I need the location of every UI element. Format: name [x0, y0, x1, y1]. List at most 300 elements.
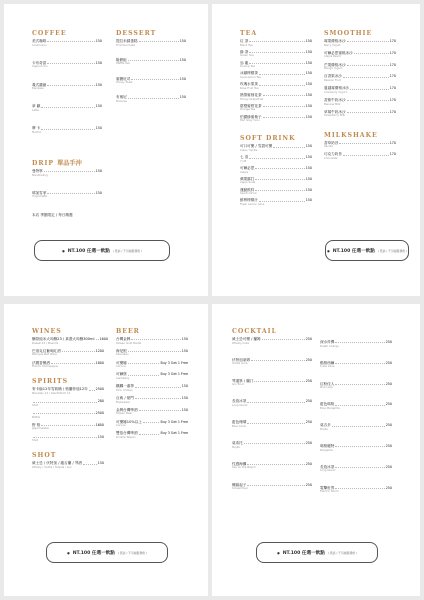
menu-item-name: 酷格西爾: [320, 360, 335, 365]
menu-item-price: Buy 3 Get 1 Free: [160, 372, 188, 377]
dot-leader: [247, 464, 304, 465]
menu-item-subtitle: Apple Soda: [240, 181, 256, 185]
menu-item-subtitle: Vodka Lime: [232, 362, 248, 366]
menu-item: [324, 63, 396, 71]
dot-leader: [51, 363, 95, 364]
menu-item: [240, 166, 312, 174]
menu-item: [32, 169, 102, 177]
menu-page-bottom-left: [4, 304, 208, 596]
menu-item: [324, 98, 396, 106]
dot-leader: [128, 351, 181, 352]
menu-item-name: 運動飲料: [240, 187, 255, 192]
menu-item-price: 170: [389, 39, 396, 43]
menu-item-price: 150: [179, 95, 186, 100]
menu-item-subtitle: Sports Drink: [240, 192, 257, 196]
right-column: [116, 328, 188, 449]
menu-item-subtitle: Rose Fruit Tea: [240, 86, 259, 90]
dot-leader: [343, 77, 389, 78]
menu-item-subtitle: Cranberry Yogurt: [324, 90, 347, 94]
menu-item-price: 150: [181, 384, 188, 389]
menu-item-name: 蜜糖吐司: [116, 76, 131, 81]
menu-item-subtitle: Kirin Ichiban: [116, 388, 133, 392]
section-title-text: COCKTAIL: [232, 328, 277, 335]
menu-item-name: 金牌台灣啤酒: [116, 407, 138, 412]
menu-item-subtitle: Coke / Sprite: [240, 148, 258, 152]
menu-item-subtitle: Carlsberg: [116, 376, 129, 380]
section-title-zh: 單品手沖: [57, 159, 82, 167]
section-title-text: DESSERT: [116, 30, 157, 37]
menu-item: [240, 198, 312, 206]
menu-item-name: 香草奶昔: [324, 140, 339, 145]
menu-item-name: 莫希托: [232, 440, 243, 445]
menu-item: [320, 465, 392, 473]
menu-item-name: 可樂娜: [116, 360, 127, 365]
menu-item-name: 深水炸彈: [320, 340, 335, 344]
section-spacer: [324, 164, 396, 174]
menu-item: [232, 379, 312, 387]
section-title-text: SOFT DRINK: [240, 135, 296, 143]
menu-page-top-left: [4, 4, 208, 296]
dot-leader: [135, 387, 181, 388]
menu-item: [116, 396, 188, 404]
menu-item-price: 150: [181, 395, 188, 400]
dot-leader: [143, 422, 159, 423]
menu-item-name: 麒麟一番搾: [116, 384, 134, 389]
left-column: [32, 328, 108, 479]
menu-item-subtitle: Taiwan Gold Medal: [116, 341, 142, 345]
dot-leader: [339, 143, 388, 144]
menu-item: [232, 399, 312, 407]
dot-leader: [335, 363, 384, 364]
menu-item-price: 150: [95, 168, 102, 173]
menu-item-name: 海尼根: [116, 348, 127, 353]
menu-item: [232, 358, 312, 366]
menu-item: [32, 399, 104, 407]
dot-leader: [247, 402, 304, 403]
menu-item-name: 雙倍台灣啤酒: [116, 431, 138, 436]
menu-item-price: 170: [389, 140, 396, 145]
menu-item-price: 150: [305, 187, 312, 192]
menu-item-name: 可口可樂 / 雪碧可樂: [240, 144, 273, 149]
menu-item-name: 可爾堡: [116, 372, 127, 377]
menu-item-subtitle: Waffle Set: [116, 62, 130, 66]
menu-item-price: 150: [305, 144, 312, 149]
dot-leader: [139, 434, 160, 435]
menu-item-price: 150: [95, 39, 102, 43]
menu-item: [116, 384, 188, 392]
menu-item-subtitle: Berry Yogurt: [324, 43, 341, 47]
dot-leader: [335, 384, 384, 385]
menu-item-price: 150: [95, 60, 102, 65]
menu-item: [116, 95, 186, 103]
menu-item-price: 150: [179, 39, 186, 43]
menu-item-subtitle: Double Taiwan: [116, 435, 136, 439]
footer-main-text: NT.100 任選一飲點: [282, 550, 325, 556]
menu-item-price: 150: [181, 407, 188, 412]
menu-item-subtitle: Iced Lemon Tea: [240, 75, 261, 79]
menu-item-price: 250: [305, 378, 312, 383]
menu-item-subtitle: Mojito: [232, 445, 241, 449]
dot-leader: [347, 65, 389, 66]
minimum-charge-footer: [256, 542, 378, 563]
menu-item-price: 150: [305, 49, 312, 54]
menu-page-bottom-right: [212, 304, 420, 596]
menu-item: [240, 104, 312, 112]
menu-item-price: 150: [95, 104, 102, 109]
menu-item: [240, 71, 312, 79]
footer-main-text: NT.100 任選一飲點: [67, 248, 110, 254]
bullet-dot: ●: [277, 550, 280, 555]
left-column: [232, 328, 312, 509]
dot-leader: [335, 467, 384, 468]
menu-item-name: 長島冰茶: [232, 399, 247, 404]
section-title: [32, 452, 104, 459]
menu-item: [320, 361, 392, 369]
section-title: [32, 328, 104, 335]
menu-item-price: 150: [305, 198, 312, 203]
menu-item-subtitle: Green Tea: [240, 54, 254, 58]
menu-item-name: 百威 / 豪門: [116, 395, 134, 400]
menu-item-subtitle: Calpis: [240, 170, 249, 174]
menu-item-name: 義式濃縮: [32, 82, 47, 87]
menu-item: [32, 104, 102, 112]
menu-item-subtitle: Jagermeister: [32, 427, 50, 431]
menu-item-subtitle: Americano: [32, 43, 47, 47]
menu-item: [32, 39, 102, 47]
menu-item-name: 獺祭純米大吟醸23 / 真澄大吟醸300ml: [32, 337, 95, 341]
menu-item-subtitle: Electric World: [320, 490, 339, 494]
menu-item: [232, 462, 312, 470]
menu-item-subtitle: Dassai 23 / Masumi: [32, 341, 59, 345]
menu-item: [240, 61, 312, 69]
section-spacer: [320, 506, 392, 512]
dot-leader: [263, 106, 305, 107]
dot-leader: [259, 85, 305, 86]
bullet-dot: ●: [327, 248, 330, 253]
menu-item-subtitle: Blue Coral: [232, 424, 246, 428]
section-title-text: TEA: [240, 30, 258, 37]
menu-item-price: 150: [305, 82, 312, 87]
menu-item-name: 琴通寧 / 蘭汀: [232, 378, 254, 383]
menu-item-subtitle: 7-UP: [240, 159, 247, 163]
menu-item-price: 150: [305, 92, 312, 97]
footer-note: ( 低消 / 不另收服務費 ): [117, 550, 147, 555]
menu-item-price: 1600: [99, 337, 108, 341]
menu-item-price: 150: [305, 39, 312, 43]
menu-item: [240, 39, 312, 47]
menu-item-price: 150: [305, 155, 312, 160]
menu-item-price: Buy 3 Get 1 Free: [160, 419, 188, 424]
menu-item-subtitle: Banana Milk: [324, 102, 341, 106]
menu-item-price: 150: [305, 176, 312, 181]
menu-item-subtitle: French Champagne: [32, 365, 59, 369]
menu-item-name: 七 喜: [240, 155, 249, 160]
menu-item: [116, 420, 188, 428]
menu-item: [324, 141, 396, 149]
menu-item-subtitle: Mocha: [32, 130, 41, 134]
menu-item-subtitle: Mango Yogurt: [324, 67, 343, 71]
section-title-text: SPIRITS: [32, 378, 69, 386]
dot-leader: [131, 79, 178, 80]
dot-leader: [255, 168, 304, 169]
dot-leader: [335, 405, 384, 406]
menu-item-subtitle: Sex on the Beach: [232, 466, 256, 470]
section-title: [240, 135, 312, 142]
menu-item-price: 250: [385, 360, 392, 365]
menu-item-price: 170: [389, 152, 396, 157]
menu-item-price: 250: [385, 485, 392, 490]
dot-leader: [249, 158, 304, 159]
menu-item-name: 野 格: [32, 422, 41, 427]
menu-item-price: 150: [181, 337, 188, 341]
dot-leader: [62, 351, 95, 352]
section-title-text: COFFEE: [32, 30, 67, 37]
menu-item-subtitle: Corona: [116, 365, 126, 369]
dot-leader: [251, 360, 305, 361]
dot-leader: [347, 41, 389, 42]
menu-item: [240, 93, 312, 101]
menu-item-name: 法國香檳酒: [32, 360, 50, 365]
menu-item-name: 可爾必思蜜桃冰沙: [324, 50, 353, 55]
menu-item-subtitle: Pink Lady: [320, 386, 333, 390]
menu-item-price: 150: [95, 190, 102, 195]
menu-item-subtitle: Cappuccino: [32, 65, 48, 69]
menu-item-name: 冰鎮檸檬茶: [240, 71, 258, 76]
menu-item-price: 170: [389, 109, 396, 114]
dot-leader: [343, 155, 389, 156]
menu-item: [240, 82, 312, 90]
menu-item-name: 耶加雪菲: [32, 190, 47, 195]
menu-item-subtitle: Tiramisu Cake: [116, 43, 136, 47]
section-spacer: [116, 443, 188, 449]
menu-item: [32, 213, 102, 218]
menu-item-subtitle: Mandheling: [32, 173, 48, 177]
menu-item: [320, 486, 392, 494]
menu-item: [324, 86, 396, 94]
menu-item-price: 150: [179, 76, 186, 81]
menu-item-price: 1800: [95, 360, 104, 365]
menu-item-price: 1200: [95, 348, 104, 353]
dot-leader: [128, 375, 160, 376]
menu-item-name: 綠 茶: [240, 49, 249, 54]
menu-item-name: 烏 龍: [240, 60, 249, 65]
menu-item-name: 蔓越莓優格冰沙: [324, 86, 350, 91]
dot-leader: [335, 446, 384, 447]
footer-note: ( 低消 / 不另收服務費 ): [377, 248, 407, 253]
menu-item: [240, 155, 312, 163]
menu-item: [116, 39, 186, 47]
menu-item-name: 提拉米蘇蛋糕: [116, 39, 138, 43]
dot-leader: [255, 190, 304, 191]
menu-item: [320, 423, 392, 431]
dot-leader: [33, 437, 97, 438]
menu-item: [240, 115, 312, 123]
menu-item: [240, 144, 312, 152]
menu-item-price: 170: [389, 86, 396, 91]
menu-item-name: 電擊世界: [320, 485, 335, 490]
dot-leader: [263, 117, 305, 118]
menu-item: [32, 83, 102, 91]
menu-item: [32, 349, 104, 357]
dot-leader: [273, 147, 304, 148]
menu-item-name: 紅粉佳人: [320, 381, 335, 386]
footer-note: ( 低消 / 不另收服務費 ): [112, 248, 142, 253]
menu-item-subtitle: Gin Tonic: [232, 383, 245, 387]
dot-leader: [249, 52, 304, 53]
menu-item-name: 本店 季節限定 / 每日精選: [32, 212, 73, 217]
menu-item-subtitle: Macallan 12 / Glenfiddich 12: [32, 391, 71, 395]
dot-leader: [263, 95, 305, 96]
menu-item-name: 熱情蜜柚花茶: [240, 92, 262, 97]
menu-item-name: 螺絲起子: [232, 482, 247, 487]
menu-item-subtitle: Strawberry Milk: [324, 114, 346, 118]
menu-item-name: 拿 鐵: [32, 104, 41, 109]
menu-item-price: 150: [95, 126, 102, 131]
menu-item-price: 250: [385, 443, 392, 448]
section-spacer: [116, 114, 186, 124]
menu-item-subtitle: Honey Toast: [116, 81, 133, 85]
menu-item: [116, 408, 188, 416]
menu-item: [324, 110, 396, 118]
menu-item-name: 巧克力奶昔: [324, 152, 342, 157]
minimum-charge-footer: [325, 240, 409, 261]
dot-leader: [33, 413, 95, 414]
menu-item-subtitle: Honey Grapefruit: [240, 97, 264, 101]
menu-item-subtitle: Blue Margarita: [320, 406, 340, 410]
section-title: [116, 328, 188, 335]
dot-leader: [47, 41, 94, 42]
menu-item-price: 150: [305, 103, 312, 108]
dot-leader: [41, 425, 94, 426]
menu-item-price: 250: [385, 340, 392, 344]
dot-leader: [249, 63, 304, 64]
section-title-text: SHOT: [32, 452, 57, 460]
menu-item-subtitle: Black Tea: [240, 43, 253, 47]
menu-item-subtitle: Earl Grey Yuzu: [240, 119, 260, 123]
dot-leader: [128, 98, 179, 99]
section-title: [324, 132, 396, 139]
menu-item: [232, 420, 312, 428]
dot-leader: [47, 193, 94, 194]
dot-leader: [335, 488, 384, 489]
dot-leader: [332, 426, 385, 427]
menu-item-price: 250: [305, 357, 312, 362]
dot-leader: [89, 390, 95, 391]
menu-item-name: 莫吉多: [320, 423, 331, 428]
dot-leader: [350, 89, 389, 90]
menu-item-subtitle: Brownie: [116, 99, 127, 103]
menu-item-subtitle: Whisky Coke: [232, 341, 250, 345]
menu-item-subtitle: Chocolate: [324, 156, 338, 160]
menu-item-subtitle: Cuba Libre: [320, 365, 335, 369]
menu-item-name: 藍色瑪格: [320, 402, 335, 407]
menu-item-price: 150: [95, 82, 102, 87]
menu-item: [324, 51, 396, 59]
menu-item-price: 150: [179, 57, 186, 62]
menu-item: [116, 372, 188, 380]
menu-item-subtitle: Yirgacheffe: [32, 195, 48, 199]
dot-leader: [96, 339, 99, 340]
menu-item: [116, 58, 186, 66]
menu-item-name: 巴洛克紅葡萄紅酒: [32, 348, 61, 353]
menu-item-price: 170: [389, 50, 396, 55]
menu-item-subtitle: Orange Tea: [240, 108, 256, 112]
menu-item-subtitle: Bottle: [32, 415, 40, 419]
menu-item-price: 250: [305, 420, 312, 425]
dot-leader: [128, 60, 179, 61]
menu-item: [32, 411, 104, 419]
menu-item-price: 250: [385, 402, 392, 407]
section-title-text: WINES: [32, 328, 62, 335]
menu-item-name: 伯爵蜂蜜柚子: [240, 114, 262, 119]
menu-item-name: 莓果優格冰沙: [324, 39, 346, 43]
dot-leader: [135, 398, 181, 399]
menu-item: [320, 402, 392, 410]
dot-leader: [41, 107, 94, 108]
menu-item: [240, 50, 312, 58]
menu-item-name: 蘋果蘇打: [240, 176, 255, 181]
menu-item: [32, 435, 104, 443]
dot-leader: [347, 100, 389, 101]
menu-item: [32, 337, 108, 345]
menu-item-name: 伏特加萊姆: [232, 357, 250, 362]
dot-leader: [131, 339, 180, 340]
left-column: [32, 30, 102, 241]
menu-item-price: Buy 3 Get 1 Free: [160, 360, 188, 365]
menu-item: [116, 431, 188, 439]
menu-item-subtitle: Shot: [32, 403, 39, 407]
menu-item-subtitle: Espresso: [32, 87, 44, 91]
menu-item: [32, 191, 102, 199]
menu-item-subtitle: Long Island: [232, 403, 248, 407]
menu-item-price: 2500: [95, 387, 104, 392]
menu-item-name: 威士忌 / 伏特加 / 龍舌蘭 / 琴酒: [32, 461, 83, 466]
menu-item: [320, 340, 392, 348]
menu-item-name: 布朗尼: [116, 95, 127, 100]
dot-leader: [47, 85, 94, 86]
menu-item-subtitle: Taiwan Beer: [116, 412, 133, 416]
menu-item-price: 150: [305, 71, 312, 76]
section-spacer: [240, 209, 312, 219]
menu-item-price: 250: [305, 461, 312, 466]
minimum-charge-footer: [46, 542, 168, 563]
minimum-charge-footer: [34, 240, 170, 261]
menu-item: [240, 177, 312, 185]
section-title-text: MILKSHAKE: [324, 131, 378, 139]
menu-item-name: 台灣金牌: [116, 337, 131, 341]
dot-leader: [335, 342, 384, 343]
dot-leader: [249, 41, 304, 42]
menu-item-price: 150: [305, 60, 312, 65]
menu-item-name: 曼特寧: [32, 168, 43, 173]
menu-item-name: 摩 卡: [32, 126, 41, 131]
dot-leader: [244, 443, 305, 444]
menu-item-price: 150: [181, 348, 188, 353]
section-spacer: [324, 122, 396, 132]
menu-item-name: 麥卡倫12年雪莉桶 / 格蘭菲迪12年: [32, 387, 88, 392]
menu-item: [320, 382, 392, 390]
dot-leader: [347, 112, 389, 113]
menu-item: [116, 349, 188, 357]
menu-item: [232, 441, 312, 449]
menu-item-subtitle: Fresh Lemon Juice: [240, 202, 265, 206]
right-column: [116, 30, 186, 124]
section-title: [116, 30, 186, 37]
menu-item-subtitle: Baroque Red Wine: [32, 353, 57, 357]
menu-item: [32, 387, 104, 395]
dot-leader: [255, 179, 304, 180]
menu-item-price: 170: [389, 97, 396, 102]
